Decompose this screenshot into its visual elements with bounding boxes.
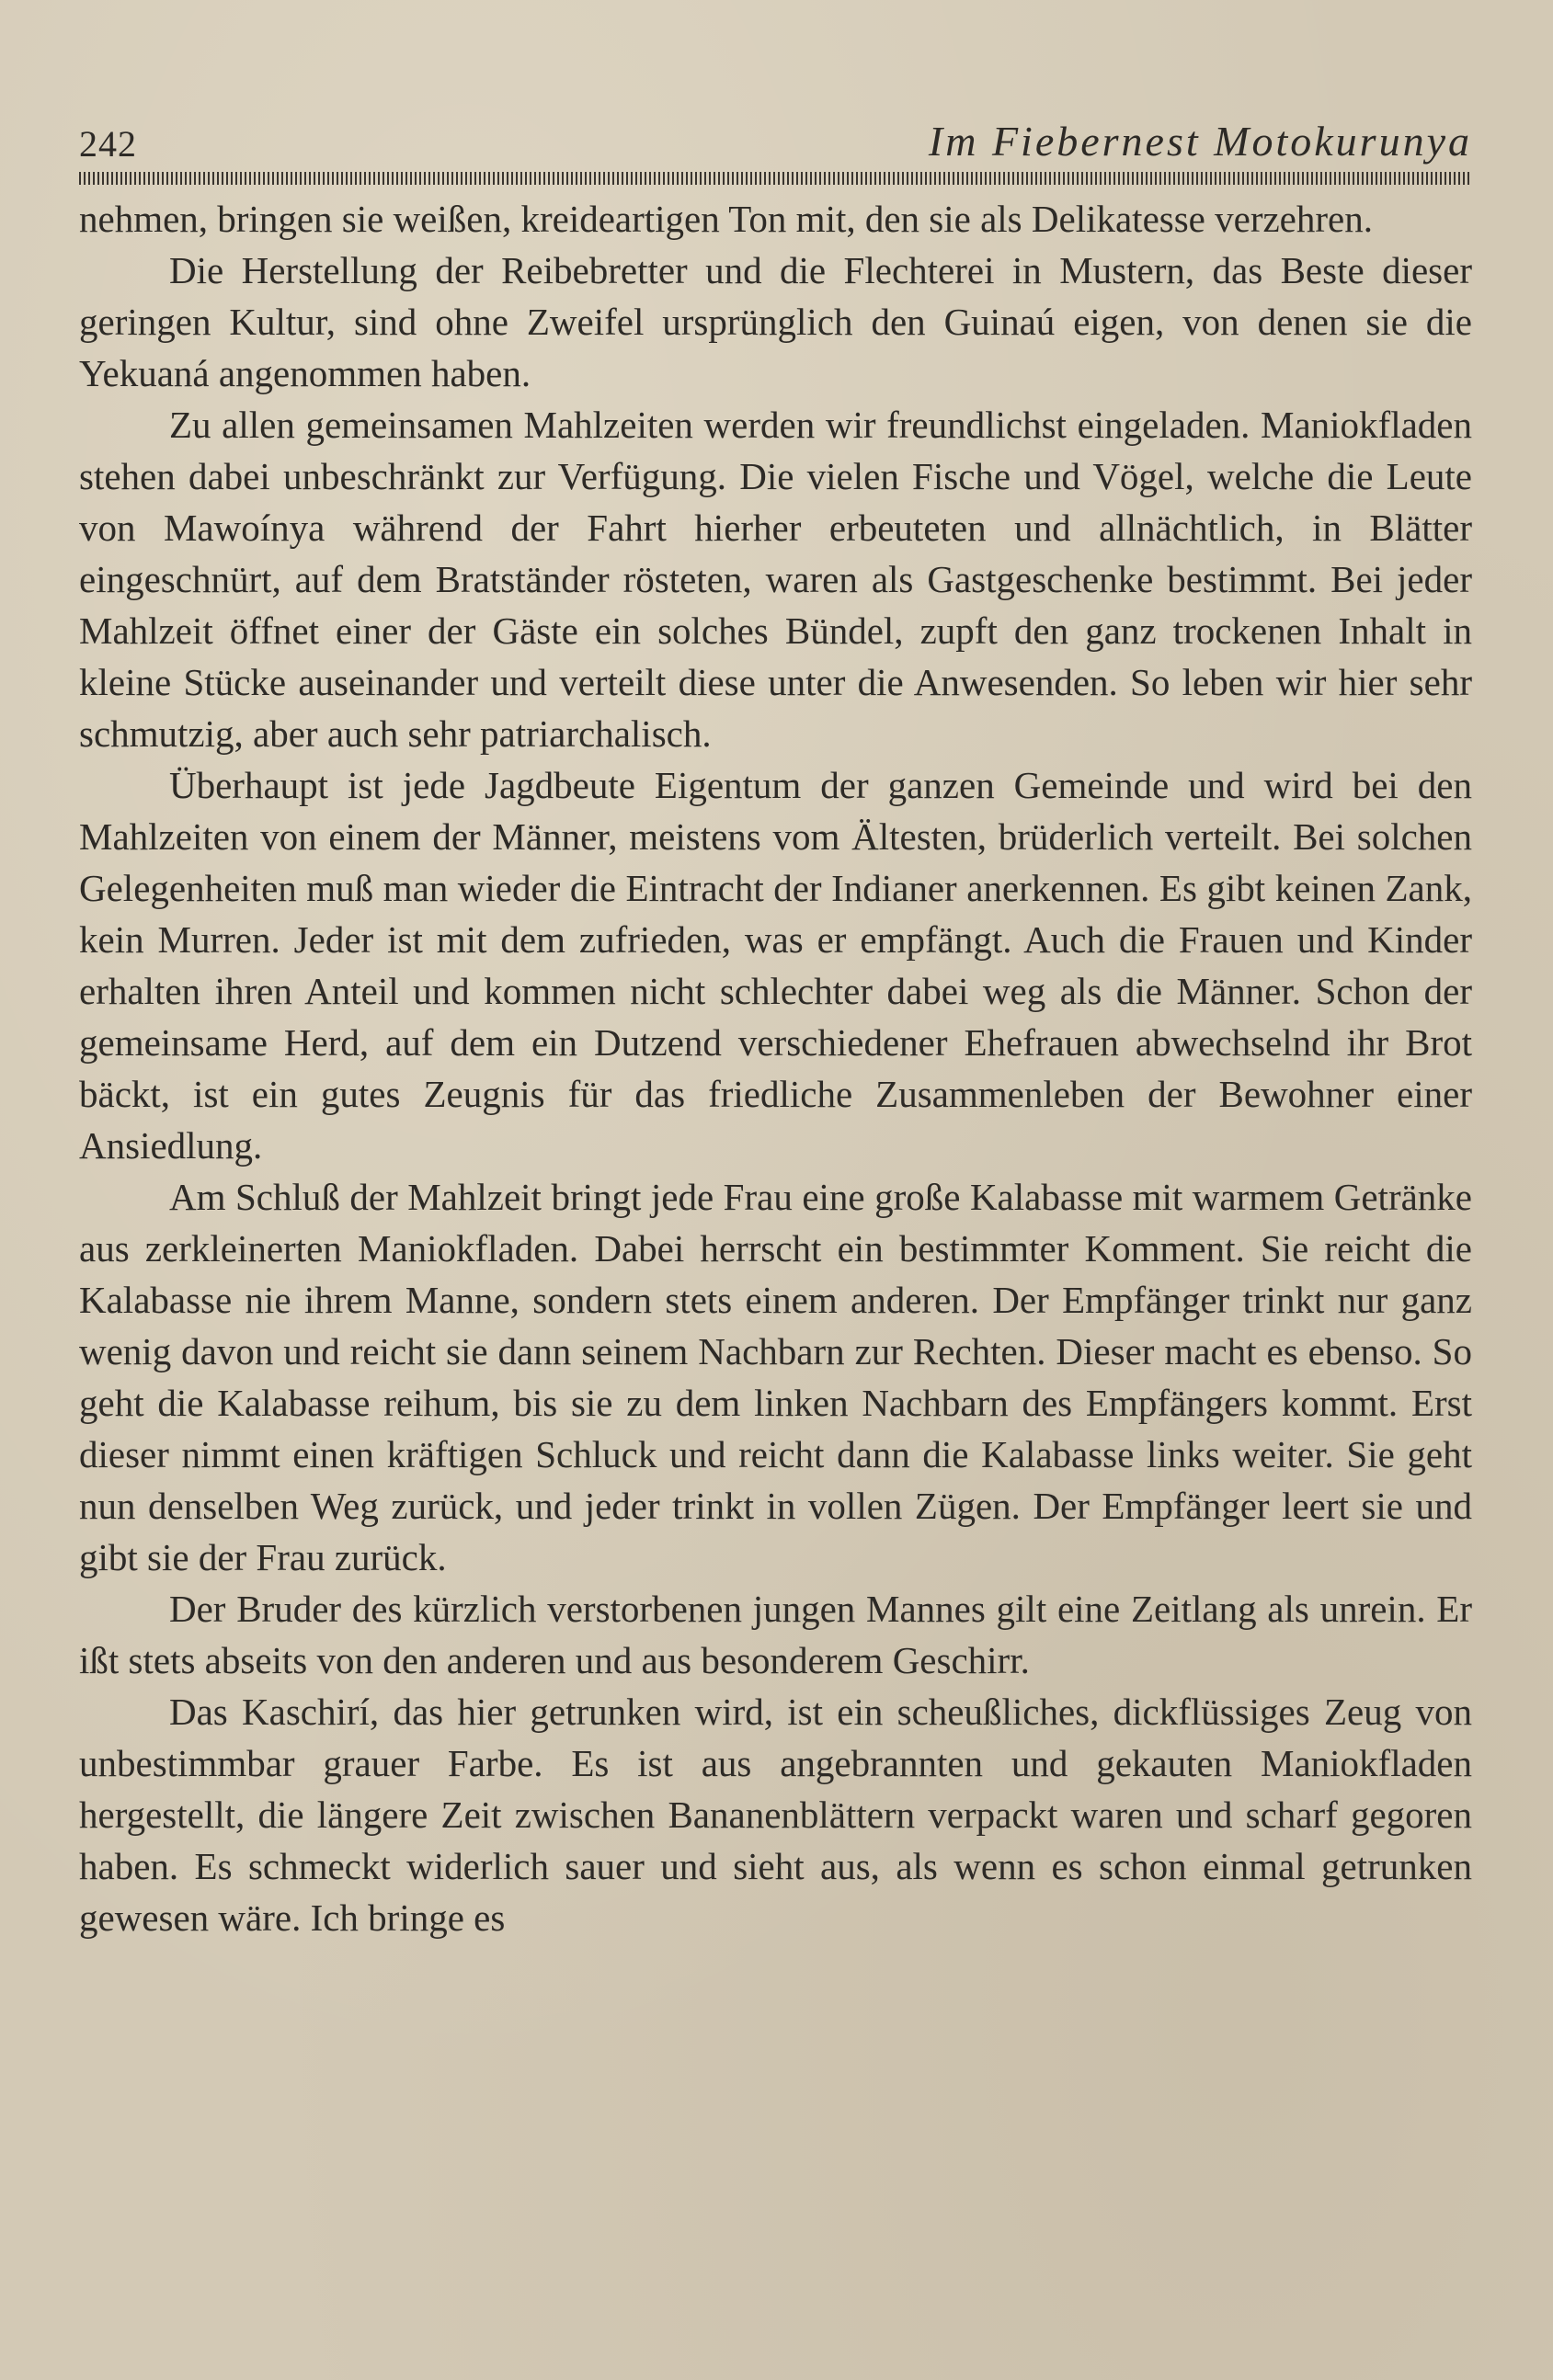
paragraph-continued: nehmen, bringen sie weißen, kreideartigen Ton mit, den sie als Delikatesse verzehren.	[79, 198, 1373, 240]
running-title: Im Fiebernest Motokurunya	[928, 118, 1472, 165]
page-number: 242	[79, 123, 137, 165]
paragraph: Am Schluß der Mahlzeit bringt jede Frau eine große Kalabasse mit warmem Getränke aus zerkleinerten Maniokfladen. Dabei herrscht ein bestimmter Komment. Sie reicht die Kalabasse nie ihrem Manne, sondern stets einem anderen. Der Empfänger trinkt nur ganz wenig davon und reicht sie dann seinem Nachbarn zur Rechten. Dieser macht es ebenso. So geht die Kalabasse reihum, bis sie zu dem linken Nachbarn des Empfängers kommt. Erst dieser nimmt einen kräftigen Schluck und reicht dann die Kalabasse links weiter. Sie geht nun denselben Weg zurück, und jeder trinkt in vollen Zügen. Der Empfänger leert sie und gibt sie der Frau zurück.	[79, 1176, 1472, 1578]
paragraph: Der Bruder des kürzlich verstorbenen jungen Mannes gilt eine Zeitlang als unrein. Er ißt stets abseits von den anderen und aus besonderem Geschirr.	[79, 1588, 1472, 1681]
paragraph: Die Herstellung der Reibebretter und die Flechterei in Mustern, das Beste dieser geringen Kultur, sind ohne Zweifel ursprünglich den Guinaú eigen, von denen sie die Yekuaná angenommen haben.	[79, 249, 1472, 394]
body-text	[79, 193, 1472, 1943]
paragraph: Das Kaschirí, das hier getrunken wird, ist ein scheußliches, dickflüssiges Zeug von unbestimmbar grauer Farbe. Es ist aus angebrannten und gekauten Maniokfladen hergestellt, die längere Zeit zwischen Bananenblättern verpackt waren und scharf gegoren haben. Es schmeckt widerlich sauer und sieht aus, als wenn es schon einmal getrunken gewesen wäre. Ich bringe es	[79, 1691, 1472, 1939]
header-rule	[79, 172, 1472, 185]
paragraph: Zu allen gemeinsamen Mahlzeiten werden wir freundlichst eingeladen. Maniokfladen stehen dabei unbeschränkt zur Verfügung. Die vielen Fische und Vögel, welche die Leute von Mawoínya während der Fahrt hierher erbeuteten und allnächtlich, in Blätter eingeschnürt, auf dem Bratständer rösteten, waren als Gastgeschenke bestimmt. Bei jeder Mahlzeit öffnet einer der Gäste ein solches Bündel, zupft den ganz trockenen Inhalt in kleine Stücke auseinander und verteilt diese unter die Anwesenden. So leben wir hier sehr schmutzig, aber auch sehr patriarchalisch.	[79, 404, 1472, 755]
page-header	[79, 118, 1472, 165]
paragraph: Überhaupt ist jede Jagdbeute Eigentum der ganzen Gemeinde und wird bei den Mahlzeiten von einem der Männer, meistens vom Ältesten, brüderlich verteilt. Bei solchen Gelegenheiten muß man wieder die Eintracht der Indianer anerkennen. Es gibt keinen Zank, kein Murren. Jeder ist mit dem zufrieden, was er empfängt. Auch die Frauen und Kinder erhalten ihren Anteil und kommen nicht schlechter dabei weg als die Männer. Schon der gemeinsame Herd, auf dem ein Dutzend verschiedener Ehefrauen abwechselnd ihr Brot bäckt, ist ein gutes Zeugnis für das friedliche Zusammenleben der Bewohner einer Ansiedlung.	[79, 764, 1472, 1167]
